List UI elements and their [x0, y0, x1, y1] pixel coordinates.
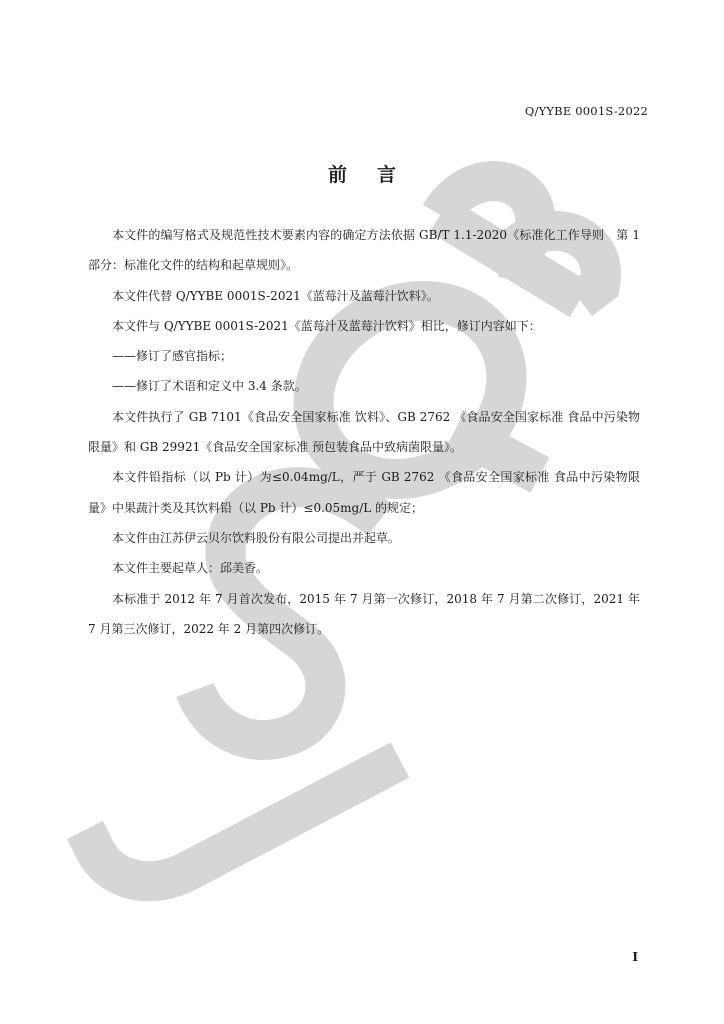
paragraph-format-basis: 本文件的编写格式及规范性技术要素内容的确定方法依据 GB/T 1.1-2020《标准化工作导则 第 1 部分：标准化文件的结构和起草规则》。 — [88, 228, 640, 273]
list-item-change: ——修订了感官指标； — [112, 349, 233, 364]
paragraph-replaces: 本文件代替 Q/YYBE 0001S-2021《蓝莓汁及蓝莓汁饮料》。 — [112, 288, 439, 303]
list-item-change: ——修订了术语和定义中 3.4 条款。 — [112, 379, 307, 394]
foreword-body — [88, 220, 640, 644]
paragraph-revision-history: 本标准于 2012 年 7 月首次发布，2015 年 7 月第一次修订，2018 年 7 月第二次修订，2021 年 7 月第三次修订，2022 年 2 月第四次修订。 — [88, 591, 640, 636]
paragraph-lead-limit: 本文件铅指标（以 Pb 计）为≤0.04mg/L，严于 GB 2762 《食品安全国家标准 食品中污染物限量》中果蔬汁类及其饮料铅（以 Pb 计）≤0.05mg/L 的规定； — [88, 470, 640, 515]
document-code: Q/YYBE 0001S-2022 — [524, 104, 648, 118]
page-number: I — [632, 950, 638, 964]
paragraph-drafter: 本文件主要起草人：邱美香。 — [112, 561, 269, 576]
paragraph-changes-intro: 本文件与 Q/YYBE 0001S-2021《蓝莓汁及蓝莓汁饮料》相比，修订内容如下： — [112, 318, 541, 333]
watermark-letter-j — [85, 760, 400, 881]
page-title: 前言 — [327, 164, 426, 186]
paragraph-standards-applied: 本文件执行了 GB 7101《食品安全国家标准 饮料》、GB 2762 《食品安全国家标准 食品中污染物限量》和 GB 29921《食品安全国家标准 预包装食品中致病菌限量》。 — [88, 409, 640, 455]
paragraph-drafting-org: 本文件由江苏伊云贝尔饮料股份有限公司提出并起草。 — [112, 530, 401, 545]
